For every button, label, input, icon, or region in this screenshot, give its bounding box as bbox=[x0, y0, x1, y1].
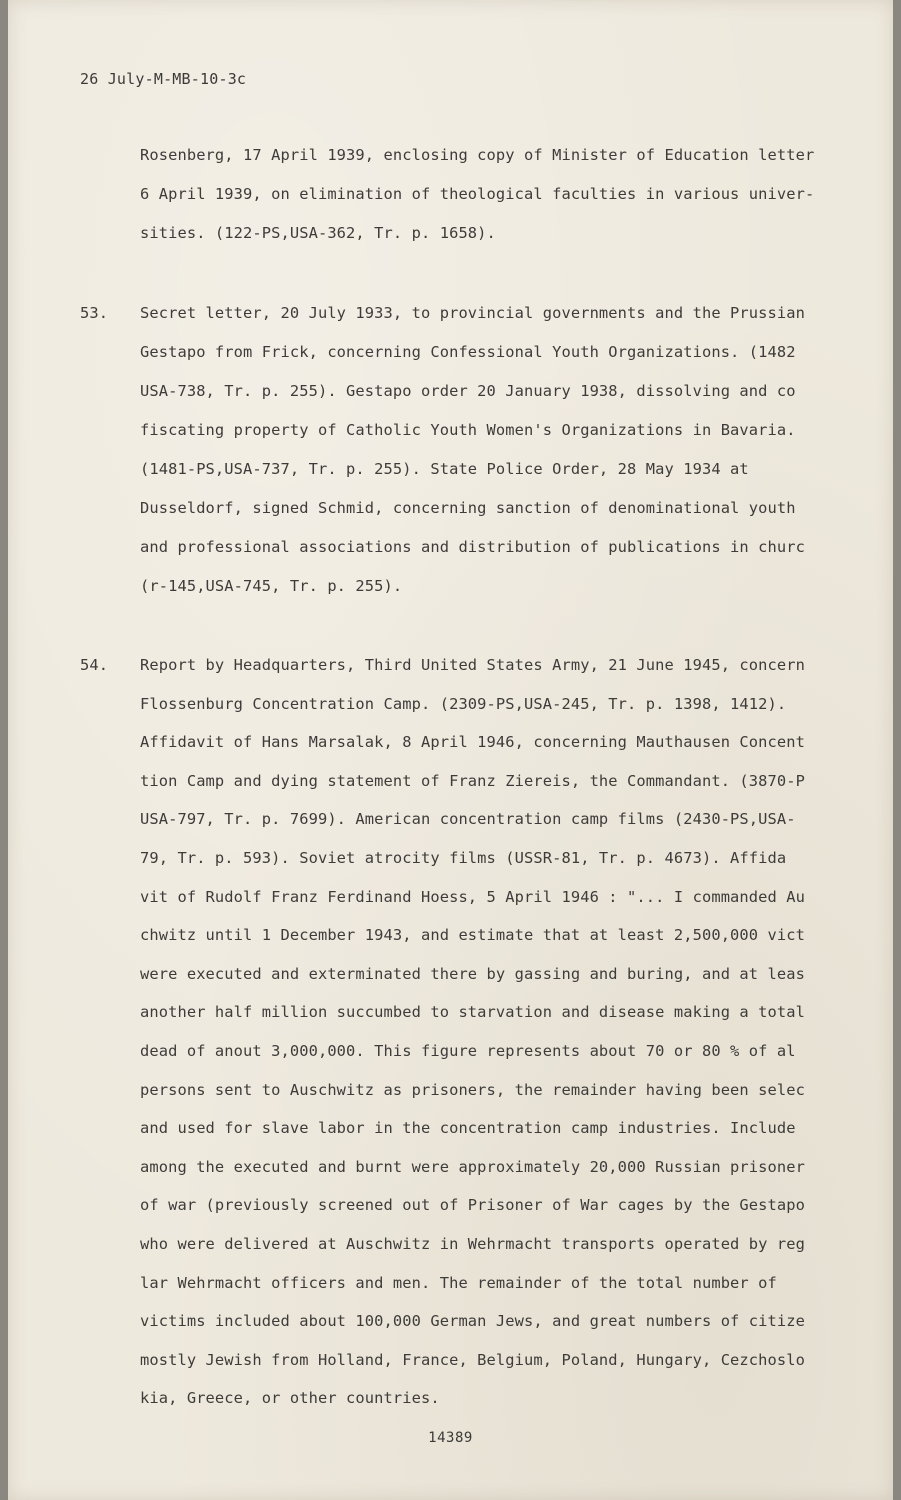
text-line: of war (previously screened out of Prisoner of War cages by the Gestapo bbox=[140, 1196, 805, 1215]
text-line: were executed and exterminated there by gassing and buring, and at leas bbox=[140, 964, 805, 983]
text-line: sities. (122-PS,USA-362, Tr. p. 1658). bbox=[140, 224, 496, 242]
text-line: Gestapo from Frick, concerning Confessional Youth Organizations. (1482 bbox=[140, 343, 796, 361]
text-line: USA-738, Tr. p. 255). Gestapo order 20 January 1938, dissolving and co bbox=[140, 382, 796, 400]
text-line: Dusseldorf, signed Schmid, concerning sanction of denominational youth bbox=[140, 499, 796, 517]
text-line: and professional associations and distribution of publications in churc bbox=[140, 538, 805, 556]
page-number: 14389 bbox=[428, 1430, 473, 1446]
text-line: lar Wehrmacht officers and men. The remainder of the total number of bbox=[140, 1273, 777, 1292]
text-line: fiscating property of Catholic Youth Women's Organizations in Bavaria. bbox=[140, 421, 796, 439]
paragraph-number: 53. bbox=[80, 304, 109, 322]
text-line: vit of Rudolf Franz Ferdinand Hoess, 5 April 1946 : "... I commanded Au bbox=[140, 887, 805, 906]
text-line: tion Camp and dying statement of Franz Ziereis, the Commandant. (3870-P bbox=[140, 771, 805, 790]
text-line: (r-145,USA-745, Tr. p. 255). bbox=[140, 577, 403, 595]
text-line: Secret letter, 20 July 1933, to provincial governments and the Prussian bbox=[140, 304, 805, 322]
text-line: Affidavit of Hans Marsalak, 8 April 1946, concerning Mauthausen Concent bbox=[140, 733, 805, 752]
text-line: persons sent to Auschwitz as prisoners, the remainder having been selec bbox=[140, 1080, 805, 1099]
text-line: Flossenburg Concentration Camp. (2309-PS,USA-245, Tr. p. 1398, 1412). bbox=[140, 694, 787, 713]
text-line: another half million succumbed to starvation and disease making a total bbox=[140, 1003, 805, 1022]
text-line: kia, Greece, or other countries. bbox=[140, 1389, 440, 1408]
text-line: USA-797, Tr. p. 7699). American concentration camp films (2430-PS,USA- bbox=[140, 810, 796, 829]
text-line: victims included about 100,000 German Jews, and great numbers of citize bbox=[140, 1312, 805, 1331]
document-page bbox=[8, 0, 893, 1500]
text-line: (1481-PS,USA-737, Tr. p. 255). State Police Order, 28 May 1934 at bbox=[140, 460, 749, 478]
text-line: Rosenberg, 17 April 1939, enclosing copy of Minister of Education letter bbox=[140, 146, 815, 164]
text-line: 79, Tr. p. 593). Soviet atrocity films (USSR-81, Tr. p. 4673). Affida bbox=[140, 849, 787, 867]
text-line: among the executed and burnt were approximately 20,000 Russian prisoner bbox=[140, 1157, 805, 1176]
text-line: and used for slave labor in the concentration camp industries. Include bbox=[140, 1119, 796, 1138]
paragraph-number: 54. bbox=[80, 656, 109, 674]
text-line: mostly Jewish from Holland, France, Belgium, Poland, Hungary, Cezchoslo bbox=[140, 1350, 805, 1369]
text-line: dead of anout 3,000,000. This figure represents about 70 or 80 % of al bbox=[140, 1042, 796, 1060]
text-line: 6 April 1939, on elimination of theological faculties in various univer- bbox=[140, 185, 815, 203]
document-header: 26 July-M-MB-10-3c bbox=[80, 70, 247, 88]
text-line: who were delivered at Auschwitz in Wehrmacht transports operated by reg bbox=[140, 1235, 805, 1253]
text-line: chwitz until 1 December 1943, and estimate that at least 2,500,000 vict bbox=[140, 926, 805, 945]
text-line: Report by Headquarters, Third United States Army, 21 June 1945, concern bbox=[140, 656, 805, 674]
